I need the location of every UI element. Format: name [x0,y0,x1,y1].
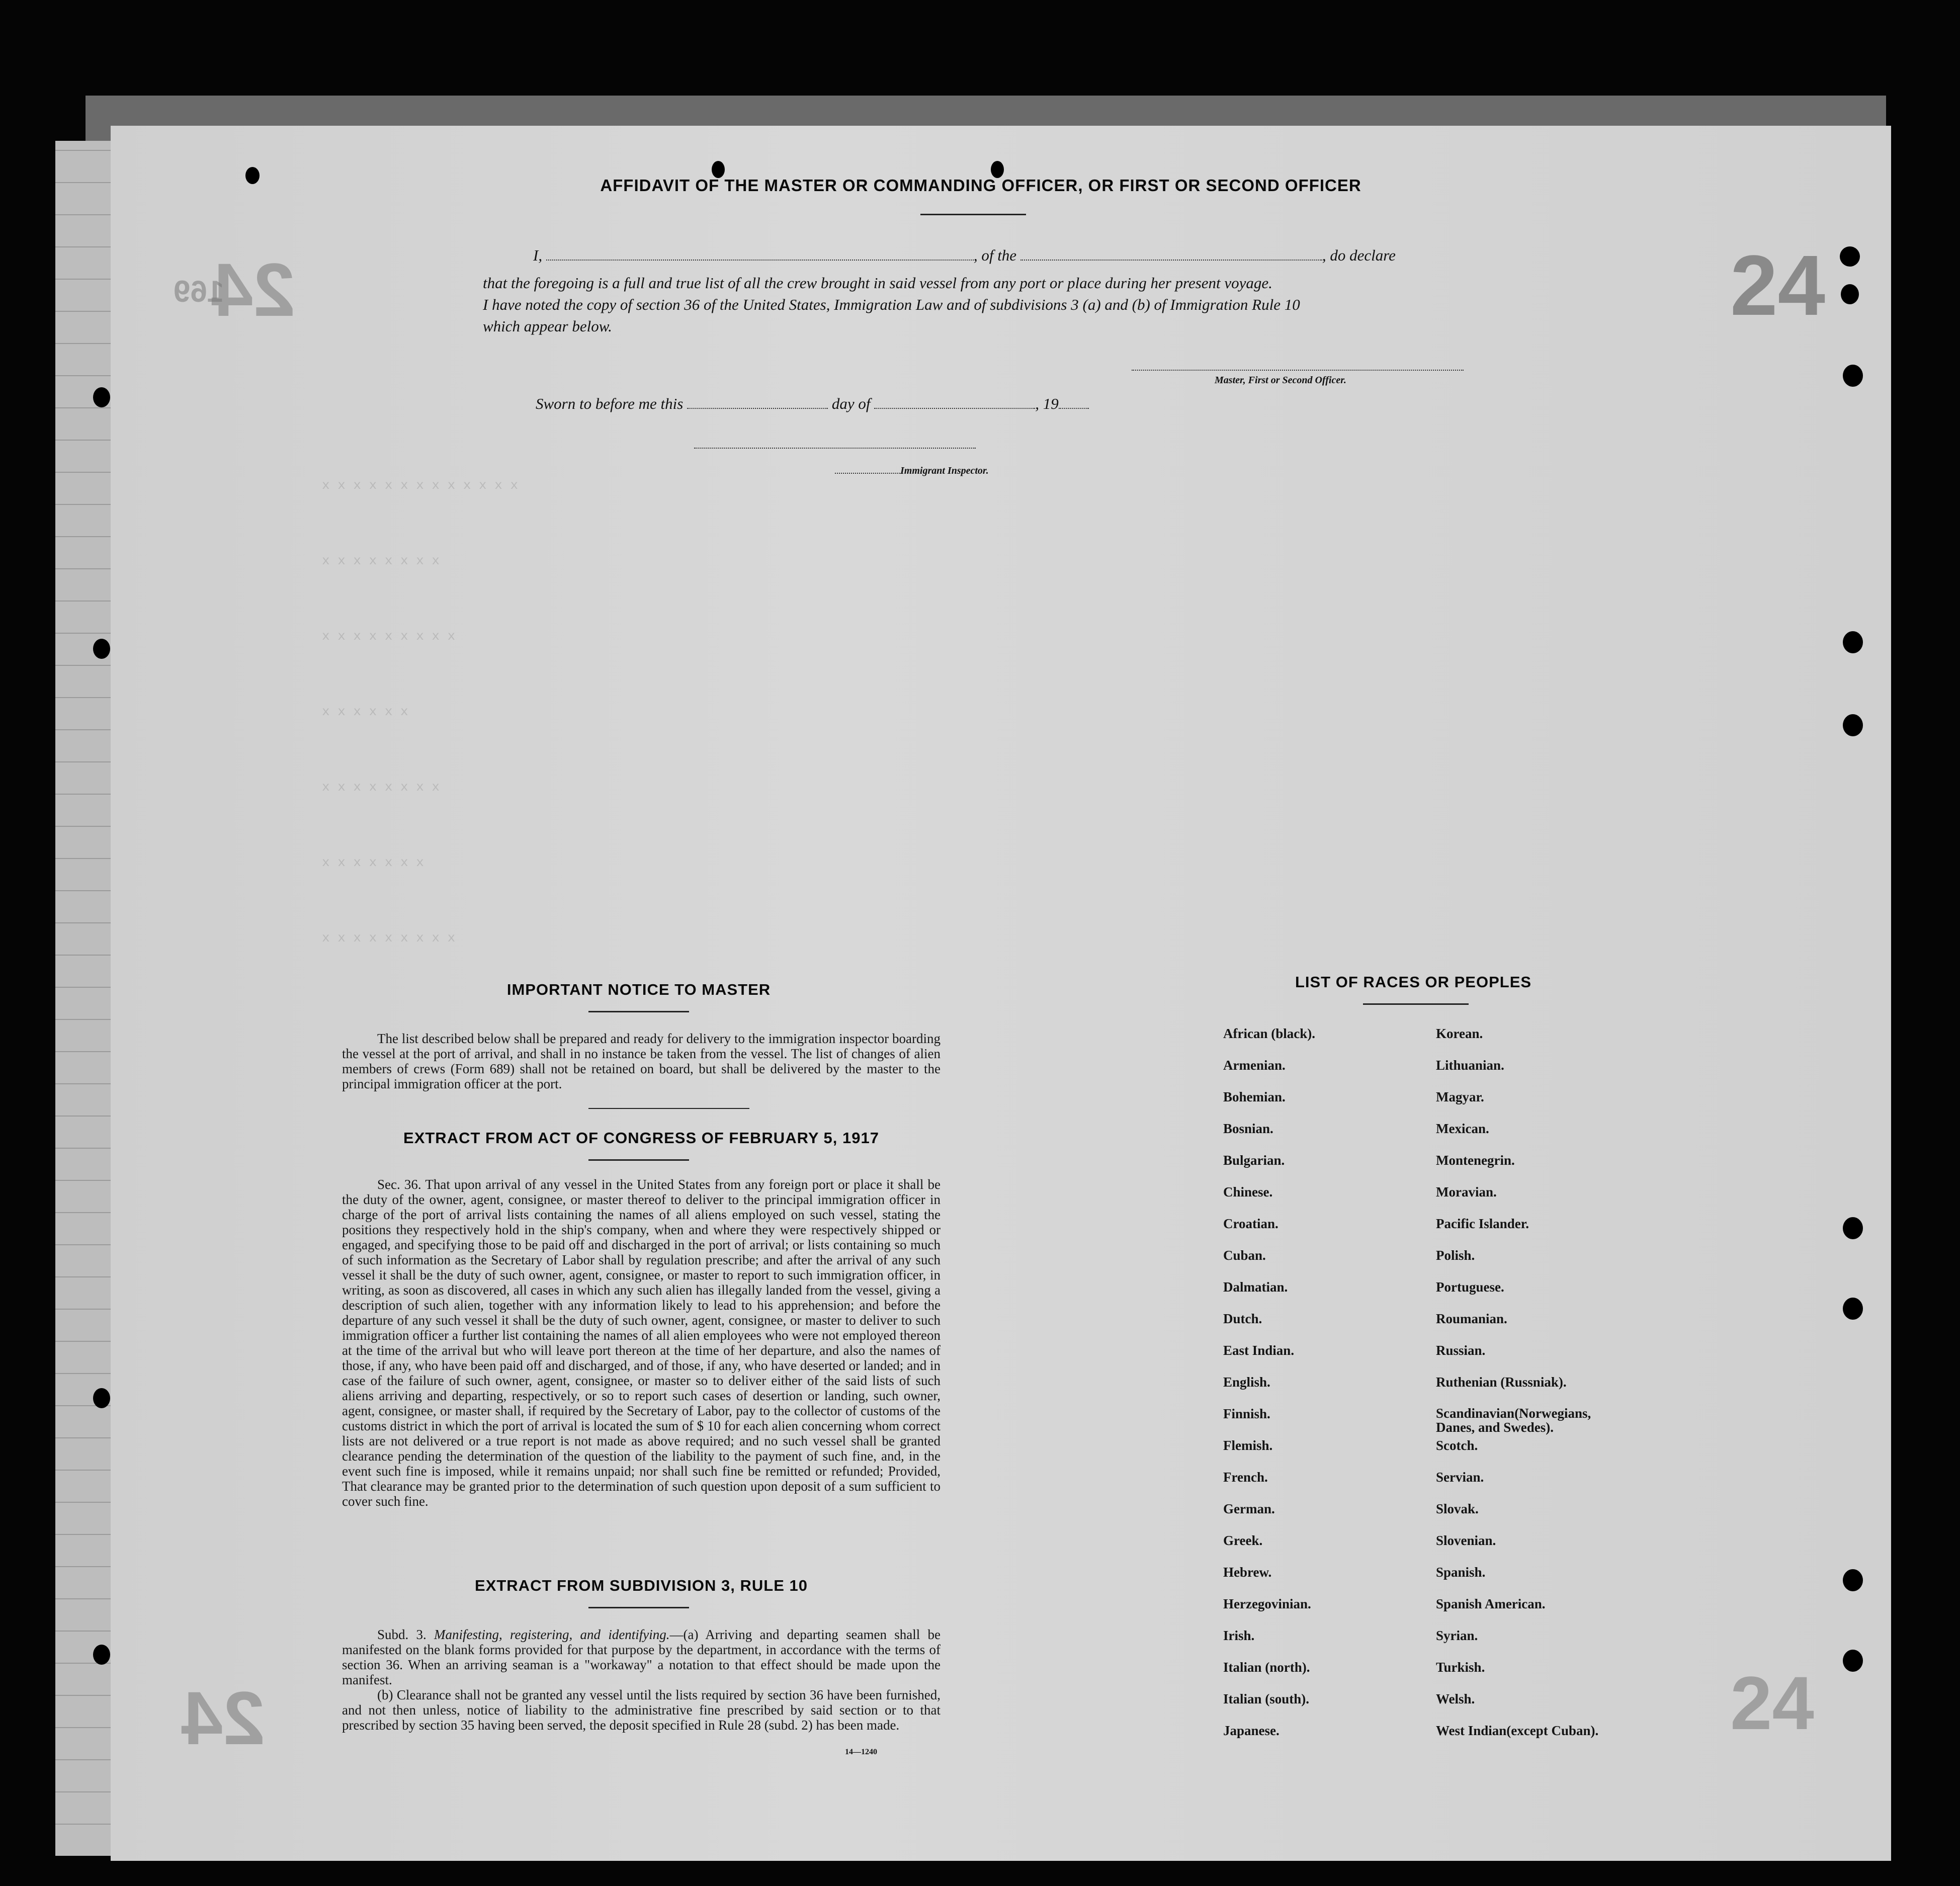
binder-hole [1843,365,1863,387]
document-sheet [111,126,1891,1861]
binder-hole [245,167,260,184]
stamp-number-top-left: 24 [211,247,295,332]
race-item: Armenian. [1223,1058,1286,1073]
bleed-through-text: x x x x x x x x [322,553,440,568]
race-item: Portuguese. [1436,1279,1504,1295]
race-item: Herzegovinian. [1223,1596,1311,1611]
stamp-number-bottom-left: 24 [181,1676,265,1760]
inspector-signature-line[interactable] [694,448,976,449]
race-item: English. [1223,1375,1270,1390]
of-the-label: , of the [973,246,1017,264]
notice-text [342,1031,941,1091]
notice-paragraph: The list described below shall be prepared and ready for delivery to the immigration inspector boarding the vessel at the port of arrival, and shall in no instance be taken from the vessel. The list of changes of alien members of crews (Form 689) shall not be retained on board, but shall be delivered by the master to the principal immigration officer at the port. [342,1031,941,1091]
subd-heading: Manifesting, registering, and identifying. [434,1627,670,1642]
day-of-label: day of [831,395,871,412]
subd-prefix: Subd. 3. [377,1627,427,1642]
title-rule [920,214,1026,215]
year-blank[interactable] [1059,408,1089,409]
bleed-through-text: x x x x x x [322,704,408,719]
race-item: Pacific Islander. [1436,1216,1529,1231]
inspector-label [835,465,989,477]
affidavit-line1 [533,246,1489,265]
race-item: Chinese. [1223,1184,1273,1199]
day-blank[interactable] [687,408,828,409]
race-item: Croatian. [1223,1216,1279,1231]
race-item: Dalmatian. [1223,1279,1288,1295]
race-item: Hebrew. [1223,1565,1272,1580]
race-item: Polish. [1436,1248,1475,1263]
binder-hole [991,161,1004,178]
binder-hole [712,161,725,178]
inspector-label-text: Immigrant Inspector. [900,465,989,476]
race-item: Moravian. [1436,1184,1497,1199]
notice-title: IMPORTANT NOTICE TO MASTER [506,981,771,998]
binder-hole [1843,631,1863,653]
race-item: Mexican. [1436,1121,1489,1136]
race-item: African (black). [1223,1026,1315,1041]
name-blank[interactable] [546,260,974,261]
signature-line[interactable] [1132,370,1464,371]
binder-hole [93,639,110,659]
binder-hole [1843,1650,1863,1672]
race-item: Scandinavian(Norwegians, Danes, and Swedes). [1436,1406,1591,1435]
bleed-through-text: x x x x x x x x x [322,629,456,644]
race-item: Bulgarian. [1223,1153,1285,1168]
rule-extract-title: EXTRACT FROM SUBDIVISION 3, RULE 10 [475,1577,808,1594]
act-paragraph: Sec. 36. That upon arrival of any vessel in the United States from any foreign port or place it shall be the duty of the owner, agent, consignee, or master thereof to deliver to the principal immigration officer in charge of the port of arrival lists containing the names of all aliens employed on such vessel, stating the positions they respectively hold in the ship's company, when and where they were respectively shipped or engaged, and specifying those to be paid off and discharged in the port of arrival; or lists containing so much of such information as the Secretary of Labor shall by regulation prescribe; and after the arrival of any such vessel it shall be the duty of such owner, agent, consignee, or master to report to such immigration officer, in writing, as soon as discovered, all cases in which any such alien has illegally landed from the vessel, giving a description of such alien, together with any information likely to lead to his apprehension; and before the departure of any such vessel it shall be the duty of such owner, agent, consignee, or master to deliver to such immigration officer a further list containing the names of all alien employees who were not employed thereon at the time of the arrival but who will leave port thereon at the time of her departure, and also the names of those, if any, who have been paid off and discharged, and of those, if any, who have deserted or landed; and in case of the failure of such owner, agent, consignee, or master so to deliver either of the said lists of such aliens arriving and departing, respectively, or so to report such cases of desertion or landing, such owner, agent, consignee, or master shall, if required by the Secretary of Labor, pay to the collector of customs of the customs district in which the port of arrival is located the sum of $ 10 for each alien concerning whom correct lists are not delivered or a true report is not made as above required; and no such vessel shall be granted clearance pending the determination of the question of the liability to the payment of such fine, and, in the event such fine is imposed, while it remains unpaid; nor shall such fine be remitted or refunded; Provided, That clearance may be granted prior to the determination of such question upon deposit of a sum sufficient to cover such fine. [342,1177,941,1509]
race-item: Spanish. [1436,1565,1486,1580]
race-item: Flemish. [1223,1438,1273,1453]
race-item: Korean. [1436,1026,1483,1041]
binder-hole [1843,1569,1863,1591]
race-item: Magyar. [1436,1089,1484,1104]
stamp-number-top-right: 24 [1730,238,1826,333]
act-rule [588,1159,689,1161]
race-item: Bohemian. [1223,1089,1286,1104]
month-blank[interactable] [874,408,1035,409]
race-item: Montenegrin. [1436,1153,1515,1168]
race-item: Ruthenian (Russniak). [1436,1375,1567,1390]
race-item: Finnish. [1223,1406,1270,1421]
declare-label: , do declare [1322,246,1396,264]
sworn-line [536,395,1089,413]
subd-a-paragraph [342,1627,941,1687]
race-item: Irish. [1223,1628,1255,1643]
form-number: 14—1240 [845,1748,877,1756]
binder-hole [93,1645,110,1665]
affidavit-i-label: I, [533,246,543,264]
notice-bottom-rule [588,1108,749,1109]
race-item: Cuban. [1223,1248,1266,1263]
binder-hole [1840,246,1860,267]
affidavit-line4: which appear below. [483,317,612,335]
year-label: , 19 [1035,395,1059,412]
race-item: Scotch. [1436,1438,1478,1453]
sworn-label: Sworn to before me this [536,395,684,412]
race-item: East Indian. [1223,1343,1295,1358]
affidavit-title: AFFIDAVIT OF THE MASTER OR COMMANDING OFFICER, OR FIRST OR SECOND OFFICER [600,176,1361,195]
race-item: Welsh. [1436,1691,1475,1706]
race-item: German. [1223,1501,1275,1516]
notice-rule [588,1011,689,1012]
races-rule [1363,1003,1469,1005]
races-title: LIST OF RACES OR PEOPLES [1295,973,1532,991]
subd-a-text: —(a) Arriving and departing seamen shall be manifested on the blank forms provided for that purpose by the department, in accordance with the terms of section 36. When an arriving seaman is a "workaway" a notation to that effect should be made upon the manifest. [342,1627,941,1687]
bleed-through-text: x x x x x x x [322,855,424,870]
race-item: Turkish. [1436,1660,1485,1675]
race-item: Spanish American. [1436,1596,1546,1611]
race-item: Italian (north). [1223,1660,1310,1675]
rule-extract-text [342,1627,941,1733]
binder-hole [93,387,110,407]
race-item: Greek. [1223,1533,1263,1548]
bleed-through-text: x x x x x x x x x [322,930,456,946]
subd-b-text: (b) Clearance shall not be granted any vessel until the lists required by section 36 have been furnished, and not then unless, notice of liability to the administrative fine prescribed by said section or to that prescribed by section 35 having been served, the deposit specified in Rule 28 (subd. 2) has been made. [342,1687,941,1733]
stamp-number-bottom-right: 24 [1730,1661,1814,1745]
act-extract-title: EXTRACT FROM ACT OF CONGRESS OF FEBRUARY 5, 1917 [403,1129,879,1147]
race-item: Japanese. [1223,1723,1280,1738]
binder-hole [1841,284,1859,304]
act-extract-text [342,1177,941,1509]
binder-hole [1843,1298,1863,1320]
race-item: French. [1223,1470,1268,1485]
race-item: Syrian. [1436,1628,1478,1643]
affidavit-line2: that the foregoing is a full and true list of all the crew brought in said vessel from any port or place during her present voyage. [483,274,1272,292]
race-item: Slovenian. [1436,1533,1496,1548]
binder-hole [1843,1217,1863,1239]
race-item: Dutch. [1223,1311,1262,1326]
affidavit-line3: I have noted the copy of section 36 of the United States, Immigration Law and of subdivisions 3 (a) and (b) of Immigration Rule 10 [483,296,1300,313]
race-item: Bosnian. [1223,1121,1273,1136]
race-item: Russian. [1436,1343,1486,1358]
rule-title-rule [588,1607,689,1608]
vessel-blank[interactable] [1020,260,1322,261]
binder-hole [1843,714,1863,736]
signature-label: Master, First or Second Officer. [1215,375,1346,386]
race-item: Lithuanian. [1436,1058,1504,1073]
binder-hole [93,1388,110,1408]
race-item: Servian. [1436,1470,1484,1485]
race-item: Italian (south). [1223,1691,1310,1706]
bleed-through-text: x x x x x x x x x x x x x [322,478,519,493]
race-item: West Indian(except Cuban). [1436,1723,1599,1738]
stamp-small-number: 169 [174,275,224,308]
race-item: Roumanian. [1436,1311,1507,1326]
race-item: Slovak. [1436,1501,1479,1516]
bleed-through-text: x x x x x x x x [322,780,440,795]
